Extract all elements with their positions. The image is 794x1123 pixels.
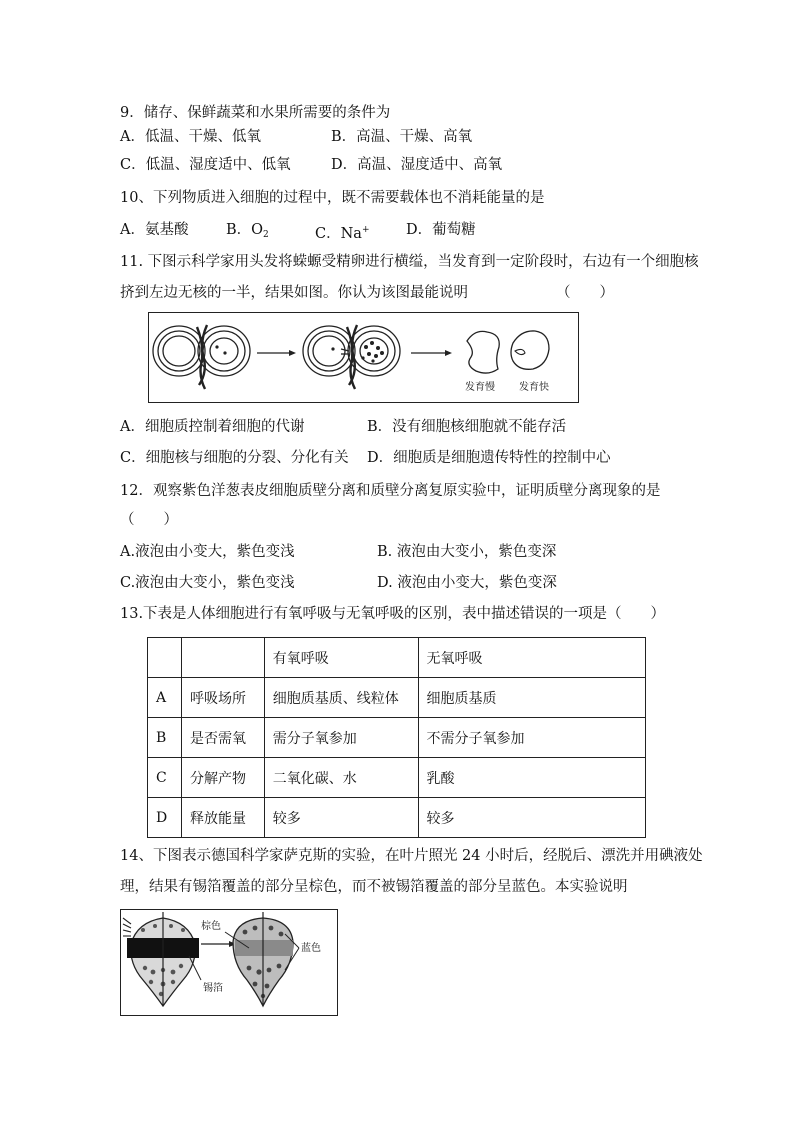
q12-stem: 12．观察紫色洋葱表皮细胞质壁分离和质壁分离复原实验中，证明质壁分离现象的是 <box>120 483 661 499</box>
arrow-right-icon <box>411 350 452 356</box>
q14-stem-line2: 理，结果有锡箔覆盖的部分呈棕色，而不被锡箔覆盖的部分呈蓝色。本实验说明 <box>120 879 628 895</box>
q11-stem-line2: 挤到左边无核的一半，结果如图。你认为该图最能说明 <box>120 285 468 301</box>
q10-option-c-text: C．Na <box>315 226 362 242</box>
q9-option-a[interactable]: A．低温、干燥、低氧 <box>120 129 261 145</box>
q10-stem: 10、下列物质进入细胞的过程中，既不需要载体也不消耗能量的是 <box>120 190 545 206</box>
q11-option-a[interactable]: A．细胞质控制着细胞的代谢 <box>120 419 305 435</box>
fig-label-fast: 发育快 <box>519 382 549 393</box>
q13-stem: 13.下表是人体细胞进行有氧呼吸与无氧呼吸的区别，表中描述错误的一项是（ ） <box>120 606 666 622</box>
q10-option-b-subscript: 2 <box>263 230 269 240</box>
label-tin-foil: 锡箔 <box>203 983 223 994</box>
q9-option-c[interactable]: C．低温、湿度适中、低氧 <box>120 157 291 173</box>
table-cell: C <box>148 758 182 798</box>
table-header-cell <box>181 638 264 678</box>
table-cell: 细胞质基质、线粒体 <box>264 678 418 718</box>
q11-stem-line1: 11. 下图示科学家用头发将蝾螈受精卵进行横缢，当发育到一定阶段时，右边有一个细胞核 <box>120 254 699 270</box>
q11-option-d[interactable]: D．细胞质是细胞遗传特性的控制中心 <box>367 450 611 466</box>
table-row <box>148 678 646 718</box>
table-row <box>148 718 646 758</box>
table-cell: 释放能量 <box>181 798 264 838</box>
table-header-cell <box>148 638 182 678</box>
q12-answer-paren: （ ） <box>120 512 178 528</box>
q12-option-a[interactable]: A.液泡由小变大，紫色变浅 <box>120 544 295 560</box>
q14-stem-line1: 14、下图表示德国科学家萨克斯的实验，在叶片照光 24 小时后，经脱后、漂洗并用碘液处 <box>120 848 703 864</box>
table-cell: 二氧化碳、水 <box>264 758 418 798</box>
table-cell: 乳酸 <box>418 758 646 798</box>
q12-option-c[interactable]: C.液泡由大变小，紫色变浅 <box>120 575 295 591</box>
table-header-cell: 无氧呼吸 <box>418 638 646 678</box>
q9-option-d[interactable]: D．高温、湿度适中、高氧 <box>331 157 503 173</box>
table-header-row <box>148 638 646 678</box>
q12-option-d[interactable]: D. 液泡由小变大，紫色变深 <box>377 575 557 591</box>
arrow-right-icon <box>257 350 296 356</box>
q9-stem: 9．储存、保鲜蔬菜和水果所需要的条件为 <box>120 105 391 121</box>
table-cell: 呼吸场所 <box>181 678 264 718</box>
table-cell: 是否需氧 <box>181 718 264 758</box>
fig-label-slow: 发育慢 <box>465 382 495 393</box>
table-cell: 较多 <box>264 798 418 838</box>
table-cell: B <box>148 718 182 758</box>
q10-option-c-superscript: + <box>361 225 370 235</box>
q11-figure <box>148 312 579 403</box>
table-cell: 细胞质基质 <box>418 678 646 718</box>
q9-option-b[interactable]: B．高温、干燥、高氧 <box>331 129 473 145</box>
table-cell: D <box>148 798 182 838</box>
table-row <box>148 758 646 798</box>
label-blue: 蓝色 <box>301 943 321 954</box>
table-cell: 不需分子氧参加 <box>418 718 646 758</box>
nucleus-dot <box>223 351 226 354</box>
table-header-cell: 有氧呼吸 <box>264 638 418 678</box>
q10-option-b-text: B．O <box>226 222 264 238</box>
q10-option-b[interactable] <box>226 221 269 244</box>
q11-option-b[interactable]: B．没有细胞核细胞就不能存活 <box>367 419 567 435</box>
table-row <box>148 798 646 838</box>
table-cell: 需分子氧参加 <box>264 718 418 758</box>
q10-option-d[interactable]: D．葡萄糖 <box>406 222 476 238</box>
light-rays <box>123 918 131 936</box>
egg-stage-1 <box>153 325 250 389</box>
dividing-nuclei <box>331 341 384 363</box>
brown-band <box>235 940 293 956</box>
egg-stage-2 <box>303 325 400 389</box>
slow-development-half <box>467 331 499 373</box>
q10-option-c[interactable] <box>315 221 369 243</box>
respiration-table <box>147 637 646 838</box>
table-cell: 分解产物 <box>181 758 264 798</box>
salamander-egg-diagram <box>149 313 578 402</box>
label-brown: 棕色 <box>201 921 221 932</box>
q14-figure <box>120 909 338 1016</box>
nucleus-dot <box>215 345 218 348</box>
sachs-leaf-diagram <box>121 910 337 1015</box>
arrow-right-icon <box>201 941 236 947</box>
q10-option-a[interactable]: A．氨基酸 <box>120 222 189 238</box>
q11-option-c[interactable]: C．细胞核与细胞的分裂、分化有关 <box>120 450 349 466</box>
q12-option-b[interactable]: B. 液泡由大变小，紫色变深 <box>377 544 557 560</box>
q11-answer-paren: （ ） <box>556 285 614 301</box>
table-cell: A <box>148 678 182 718</box>
table-cell: 较多 <box>418 798 646 838</box>
